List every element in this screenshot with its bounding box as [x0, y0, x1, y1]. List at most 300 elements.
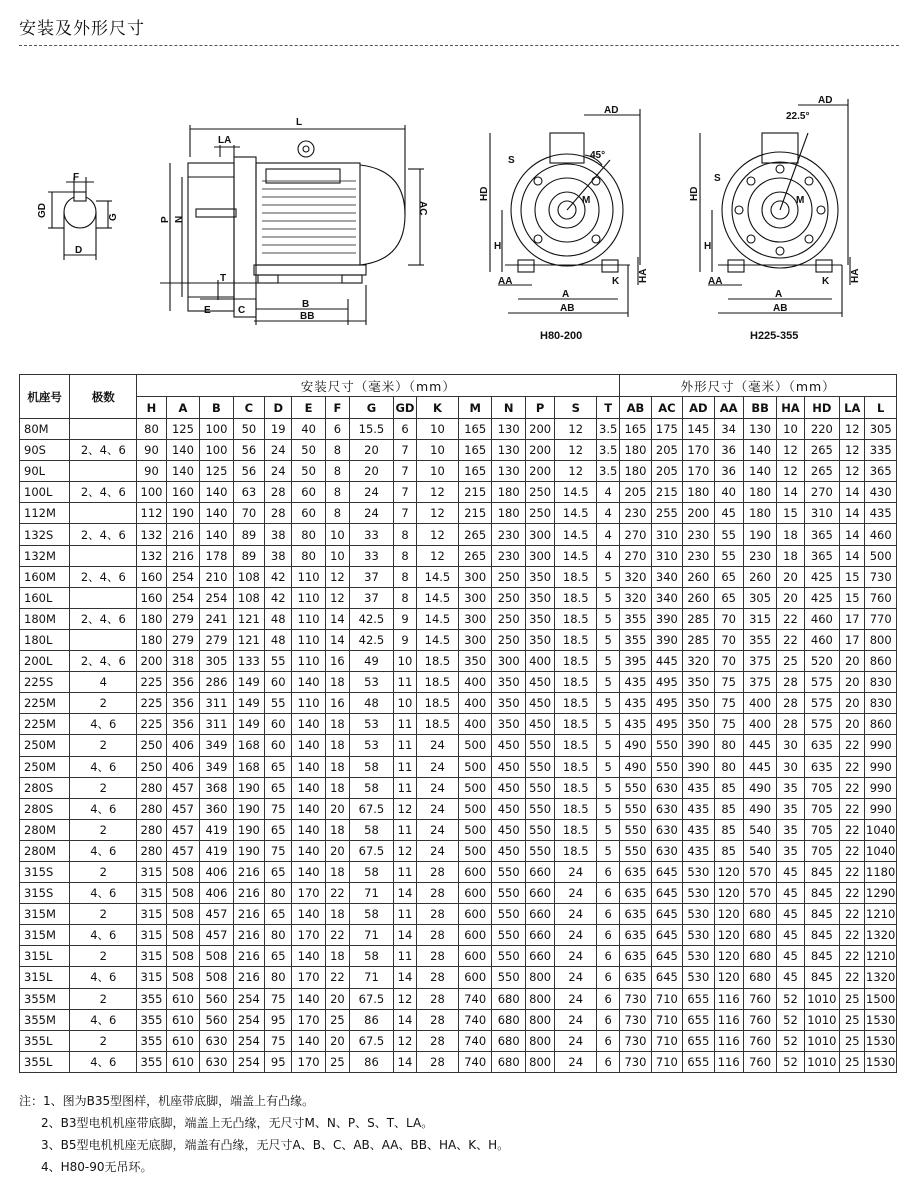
cell-poles: 2: [70, 904, 137, 925]
cell-ac: 710: [651, 988, 682, 1009]
cell-la: 20: [840, 714, 865, 735]
cell-la: 17: [840, 608, 865, 629]
cell-t: 5: [597, 608, 620, 629]
cell-d: 60: [265, 735, 292, 756]
cell-n: 450: [492, 798, 526, 819]
cell-model: 355L: [20, 1051, 70, 1072]
cell-b: 419: [200, 819, 234, 840]
cell-poles: 2、4、6: [70, 524, 137, 545]
cell-k: 28: [417, 883, 459, 904]
cell-g: 67.5: [349, 988, 393, 1009]
cell-ad: 655: [683, 1030, 714, 1051]
cell-hd: 635: [804, 756, 840, 777]
cell-e: 170: [292, 883, 326, 904]
cell-bb: 570: [743, 861, 777, 882]
cell-b: 406: [200, 861, 234, 882]
cell-c: 121: [233, 608, 264, 629]
cell-t: 6: [597, 904, 620, 925]
cell-poles: 4、6: [70, 883, 137, 904]
cell-l: 1180: [865, 861, 897, 882]
cell-s: 24: [555, 904, 597, 925]
cell-bb: 760: [743, 988, 777, 1009]
cell-ab: 180: [620, 440, 651, 461]
cell-poles: 4、6: [70, 925, 137, 946]
cell-l: 990: [865, 735, 897, 756]
cell-ad: 170: [683, 461, 714, 482]
cell-e: 170: [292, 925, 326, 946]
label-N: N: [174, 215, 185, 223]
cell-h: 112: [137, 503, 166, 524]
cell-m: 165: [458, 440, 492, 461]
note-1: 注：1、图为B35型图样，机座带底脚，端盖上有凸缘。: [19, 1094, 315, 1108]
label-AC: AC: [417, 201, 428, 216]
cell-ad: 260: [683, 587, 714, 608]
label-A-1: A: [562, 289, 570, 300]
cell-b: 630: [200, 1051, 234, 1072]
cell-hd: 575: [804, 693, 840, 714]
cell-b: 419: [200, 840, 234, 861]
cell-ad: 320: [683, 651, 714, 672]
cell-ac: 310: [651, 524, 682, 545]
cell-ac: 175: [651, 419, 682, 440]
cell-la: 20: [840, 651, 865, 672]
cell-h: 355: [137, 1030, 166, 1051]
cell-ac: 710: [651, 1009, 682, 1030]
cell-s: 18.5: [555, 693, 597, 714]
cell-s: 14.5: [555, 482, 597, 503]
cell-s: 12: [555, 461, 597, 482]
cell-p: 800: [525, 1009, 554, 1030]
cell-hd: 310: [804, 503, 840, 524]
cell-m: 265: [458, 524, 492, 545]
cell-hd: 265: [804, 440, 840, 461]
cell-e: 170: [292, 967, 326, 988]
header-p: P: [525, 397, 554, 419]
table-row: [20, 524, 897, 545]
cell-b: 125: [200, 461, 234, 482]
cell-ha: 35: [777, 798, 804, 819]
cell-l: 460: [865, 524, 897, 545]
cell-poles: [70, 419, 137, 440]
cell-s: 24: [555, 946, 597, 967]
header-c: C: [233, 397, 264, 419]
cell-aa: 116: [714, 1051, 743, 1072]
cell-p: 250: [525, 482, 554, 503]
cell-g: 33: [349, 545, 393, 566]
cell-ad: 530: [683, 925, 714, 946]
cell-ab: 730: [620, 1051, 651, 1072]
cell-bb: 180: [743, 503, 777, 524]
cell-ad: 170: [683, 440, 714, 461]
cell-s: 18.5: [555, 651, 597, 672]
cell-gd: 9: [393, 629, 416, 650]
cell-poles: [70, 503, 137, 524]
cell-l: 500: [865, 545, 897, 566]
cell-aa: 45: [714, 503, 743, 524]
cell-c: 254: [233, 1051, 264, 1072]
cell-d: 48: [265, 608, 292, 629]
cell-poles: [70, 461, 137, 482]
cell-c: 216: [233, 904, 264, 925]
cell-gd: 14: [393, 925, 416, 946]
cell-poles: 2、4、6: [70, 440, 137, 461]
cell-ad: 435: [683, 819, 714, 840]
cell-l: 1500: [865, 988, 897, 1009]
cell-model: 180M: [20, 608, 70, 629]
header-f: F: [325, 397, 349, 419]
cell-ha: 52: [777, 1030, 804, 1051]
cell-d: 38: [265, 545, 292, 566]
cell-ab: 230: [620, 503, 651, 524]
cell-s: 24: [555, 1009, 597, 1030]
label-H-1: H: [494, 241, 502, 252]
cell-l: 1530: [865, 1051, 897, 1072]
cell-c: 254: [233, 1030, 264, 1051]
cell-ad: 655: [683, 1009, 714, 1030]
cell-g: 71: [349, 883, 393, 904]
cell-aa: 34: [714, 419, 743, 440]
cell-aa: 70: [714, 651, 743, 672]
cell-la: 22: [840, 819, 865, 840]
label-AA-2: AA: [708, 276, 723, 287]
cell-a: 508: [166, 967, 200, 988]
cell-d: 24: [265, 440, 292, 461]
note-3: 3、B5型电机机座无底脚，端盖有凸缘，无尺寸A、B、C、AB、AA、BB、HA、K、H。: [41, 1138, 510, 1152]
cell-c: 190: [233, 777, 264, 798]
cell-hd: 220: [804, 419, 840, 440]
cell-s: 18.5: [555, 672, 597, 693]
cell-poles: 4、6: [70, 840, 137, 861]
cell-k: 28: [417, 904, 459, 925]
cell-f: 6: [325, 419, 349, 440]
cell-b: 279: [200, 629, 234, 650]
cell-gd: 8: [393, 545, 416, 566]
cell-m: 215: [458, 503, 492, 524]
cell-gd: 12: [393, 840, 416, 861]
cell-ad: 145: [683, 419, 714, 440]
cell-la: 17: [840, 629, 865, 650]
cell-ac: 495: [651, 714, 682, 735]
cell-g: 48: [349, 693, 393, 714]
cell-p: 350: [525, 566, 554, 587]
cell-model: 315S: [20, 883, 70, 904]
cell-model: 280S: [20, 777, 70, 798]
cell-t: 5: [597, 629, 620, 650]
header-hd: HD: [804, 397, 840, 419]
cell-ad: 530: [683, 967, 714, 988]
cell-k: 14.5: [417, 566, 459, 587]
cell-s: 18.5: [555, 819, 597, 840]
cell-p: 550: [525, 798, 554, 819]
cell-t: 3.5: [597, 440, 620, 461]
cell-l: 990: [865, 756, 897, 777]
cell-b: 508: [200, 946, 234, 967]
cell-c: 56: [233, 440, 264, 461]
cell-s: 24: [555, 967, 597, 988]
cell-model: 225M: [20, 714, 70, 735]
label-M-2: M: [796, 195, 805, 206]
cell-k: 24: [417, 756, 459, 777]
cell-t: 3.5: [597, 461, 620, 482]
cell-poles: 2、4、6: [70, 608, 137, 629]
cell-e: 140: [292, 840, 326, 861]
cell-ha: 45: [777, 883, 804, 904]
cell-model: 132S: [20, 524, 70, 545]
cell-ac: 215: [651, 482, 682, 503]
cell-f: 20: [325, 798, 349, 819]
table-row: [20, 777, 897, 798]
cell-ha: 35: [777, 777, 804, 798]
cell-h: 80: [137, 419, 166, 440]
cell-poles: 2、4、6: [70, 482, 137, 503]
cell-l: 770: [865, 608, 897, 629]
cell-b: 140: [200, 524, 234, 545]
cell-f: 18: [325, 735, 349, 756]
cell-c: 108: [233, 566, 264, 587]
cell-n: 130: [492, 440, 526, 461]
table-row: [20, 735, 897, 756]
cell-ha: 45: [777, 861, 804, 882]
cell-s: 18.5: [555, 566, 597, 587]
cell-p: 350: [525, 608, 554, 629]
cell-n: 450: [492, 840, 526, 861]
cell-ad: 435: [683, 777, 714, 798]
label-T: T: [220, 273, 227, 284]
cell-bb: 180: [743, 482, 777, 503]
cell-n: 680: [492, 988, 526, 1009]
cell-hd: 1010: [804, 1030, 840, 1051]
cell-ha: 30: [777, 756, 804, 777]
table-row: [20, 566, 897, 587]
cell-hd: 265: [804, 461, 840, 482]
cell-g: 86: [349, 1009, 393, 1030]
cell-model: 112M: [20, 503, 70, 524]
cell-d: 95: [265, 1051, 292, 1072]
dimension-table: [19, 374, 897, 1073]
cell-gd: 9: [393, 608, 416, 629]
cell-hd: 460: [804, 608, 840, 629]
cell-f: 16: [325, 651, 349, 672]
table-row: [20, 608, 897, 629]
cell-gd: 11: [393, 714, 416, 735]
cell-aa: 120: [714, 967, 743, 988]
cell-d: 28: [265, 503, 292, 524]
cell-c: 149: [233, 672, 264, 693]
cell-gd: 7: [393, 461, 416, 482]
cell-n: 680: [492, 1009, 526, 1030]
cell-g: 58: [349, 861, 393, 882]
cell-d: 24: [265, 461, 292, 482]
cell-la: 22: [840, 756, 865, 777]
cell-p: 300: [525, 524, 554, 545]
cell-k: 28: [417, 861, 459, 882]
cell-g: 15.5: [349, 419, 393, 440]
cell-a: 216: [166, 524, 200, 545]
cell-hd: 460: [804, 629, 840, 650]
cell-ab: 635: [620, 967, 651, 988]
cell-p: 660: [525, 904, 554, 925]
cell-p: 550: [525, 777, 554, 798]
cell-g: 71: [349, 925, 393, 946]
cell-g: 53: [349, 735, 393, 756]
cell-bb: 540: [743, 840, 777, 861]
cell-ac: 255: [651, 503, 682, 524]
table-row: [20, 629, 897, 650]
cell-m: 300: [458, 566, 492, 587]
label-E: E: [204, 305, 211, 316]
cell-n: 130: [492, 419, 526, 440]
cell-ab: 205: [620, 482, 651, 503]
cell-k: 14.5: [417, 587, 459, 608]
cell-model: 90L: [20, 461, 70, 482]
cell-ac: 390: [651, 608, 682, 629]
cell-ha: 30: [777, 735, 804, 756]
cell-f: 18: [325, 946, 349, 967]
cell-ad: 200: [683, 503, 714, 524]
cell-b: 210: [200, 566, 234, 587]
cell-la: 22: [840, 904, 865, 925]
cell-b: 140: [200, 503, 234, 524]
cell-s: 18.5: [555, 840, 597, 861]
cell-bb: 570: [743, 883, 777, 904]
cell-n: 230: [492, 524, 526, 545]
cell-t: 6: [597, 946, 620, 967]
cell-l: 830: [865, 693, 897, 714]
cell-model: 225S: [20, 672, 70, 693]
cell-hd: 365: [804, 524, 840, 545]
cell-a: 610: [166, 988, 200, 1009]
cell-h: 180: [137, 608, 166, 629]
cell-gd: 7: [393, 440, 416, 461]
cell-e: 60: [292, 482, 326, 503]
cell-aa: 80: [714, 735, 743, 756]
cell-gd: 10: [393, 693, 416, 714]
cell-aa: 80: [714, 756, 743, 777]
cell-d: 75: [265, 798, 292, 819]
cell-f: 22: [325, 967, 349, 988]
cell-b: 140: [200, 482, 234, 503]
cell-f: 12: [325, 566, 349, 587]
cell-model: 315L: [20, 946, 70, 967]
cell-e: 110: [292, 693, 326, 714]
cell-f: 18: [325, 777, 349, 798]
cell-t: 3.5: [597, 419, 620, 440]
cell-s: 14.5: [555, 524, 597, 545]
cell-aa: 65: [714, 566, 743, 587]
cell-s: 18.5: [555, 798, 597, 819]
cell-bb: 760: [743, 1009, 777, 1030]
cell-t: 6: [597, 1009, 620, 1030]
cell-h: 225: [137, 693, 166, 714]
cell-hd: 365: [804, 545, 840, 566]
cell-aa: 116: [714, 1030, 743, 1051]
cell-a: 508: [166, 946, 200, 967]
cell-m: 400: [458, 693, 492, 714]
cell-e: 140: [292, 1030, 326, 1051]
cell-k: 18.5: [417, 714, 459, 735]
cell-a: 216: [166, 545, 200, 566]
cell-l: 830: [865, 672, 897, 693]
table-row: [20, 440, 897, 461]
cell-ad: 530: [683, 904, 714, 925]
cell-gd: 11: [393, 819, 416, 840]
cell-ad: 530: [683, 946, 714, 967]
cell-model: 280M: [20, 819, 70, 840]
cell-ad: 230: [683, 545, 714, 566]
cell-d: 75: [265, 840, 292, 861]
label-AB-2: AB: [773, 303, 788, 314]
cell-l: 760: [865, 587, 897, 608]
cell-t: 5: [597, 798, 620, 819]
cell-ac: 645: [651, 967, 682, 988]
cell-e: 140: [292, 714, 326, 735]
cell-g: 24: [349, 503, 393, 524]
cell-m: 215: [458, 482, 492, 503]
cell-aa: 116: [714, 988, 743, 1009]
cell-bb: 190: [743, 524, 777, 545]
cell-ad: 230: [683, 524, 714, 545]
cell-bb: 680: [743, 904, 777, 925]
cell-p: 250: [525, 503, 554, 524]
cell-g: 58: [349, 946, 393, 967]
label-22-5deg: 22.5°: [786, 111, 810, 122]
cell-n: 550: [492, 946, 526, 967]
cell-hd: 845: [804, 904, 840, 925]
cell-poles: 2: [70, 735, 137, 756]
cell-l: 800: [865, 629, 897, 650]
cell-ab: 730: [620, 1009, 651, 1030]
cell-c: 108: [233, 587, 264, 608]
cell-bb: 260: [743, 566, 777, 587]
cell-k: 10: [417, 461, 459, 482]
cell-hd: 845: [804, 883, 840, 904]
cell-h: 315: [137, 967, 166, 988]
cell-k: 24: [417, 840, 459, 861]
cell-t: 5: [597, 693, 620, 714]
cell-la: 22: [840, 840, 865, 861]
cell-k: 18.5: [417, 672, 459, 693]
cell-poles: [70, 587, 137, 608]
cell-ha: 28: [777, 714, 804, 735]
cell-ad: 285: [683, 608, 714, 629]
cell-a: 356: [166, 693, 200, 714]
cell-l: 1320: [865, 967, 897, 988]
cell-ac: 630: [651, 840, 682, 861]
label-AD-2: AD: [818, 95, 833, 106]
cell-d: 65: [265, 819, 292, 840]
cell-p: 450: [525, 672, 554, 693]
cell-e: 140: [292, 735, 326, 756]
cell-b: 178: [200, 545, 234, 566]
cell-d: 19: [265, 419, 292, 440]
cell-model: 355M: [20, 988, 70, 1009]
cell-aa: 120: [714, 883, 743, 904]
cell-l: 1530: [865, 1009, 897, 1030]
cell-a: 457: [166, 777, 200, 798]
cell-p: 200: [525, 461, 554, 482]
cell-e: 140: [292, 672, 326, 693]
cell-d: 95: [265, 1009, 292, 1030]
cell-f: 8: [325, 503, 349, 524]
cell-aa: 55: [714, 524, 743, 545]
cell-poles: 2: [70, 693, 137, 714]
cell-l: 860: [865, 651, 897, 672]
cell-t: 5: [597, 777, 620, 798]
cell-model: 355L: [20, 1030, 70, 1051]
cell-la: 22: [840, 883, 865, 904]
cell-k: 24: [417, 735, 459, 756]
cell-a: 406: [166, 735, 200, 756]
